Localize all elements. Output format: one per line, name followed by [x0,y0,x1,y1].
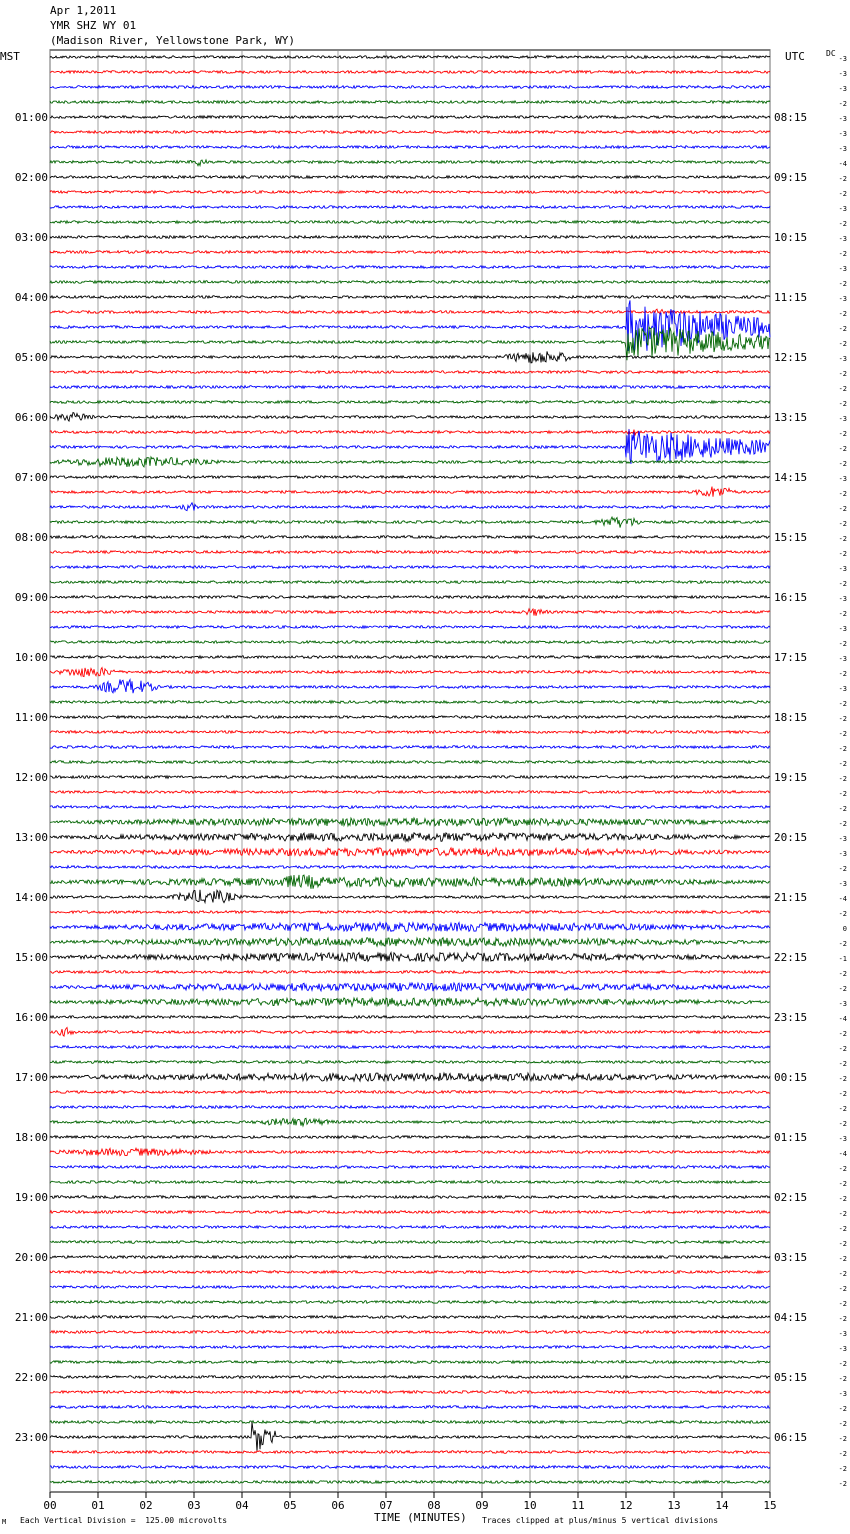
right-hour-label: 23:15 [774,1011,808,1024]
seismic-trace [50,1481,770,1484]
left-hour-label: 03:00 [14,231,48,244]
dc-offset-label: -2 [838,1105,847,1113]
dc-offset-label: -2 [838,1270,847,1278]
x-axis-title: TIME (MINUTES) [374,1511,467,1524]
x-tick-label: 14 [715,1499,729,1512]
plot-date: Apr 1,2011 [50,4,117,17]
dc-offset-label: -3 [838,355,847,363]
seismic-trace [50,536,770,539]
dc-offset-header: DC [826,49,836,58]
dc-offset-label: -2 [838,760,847,768]
dc-offset-label: -3 [838,295,847,303]
left-hour-label: 16:00 [14,1011,48,1024]
seismic-trace [50,457,770,467]
dc-offset-label: -2 [838,280,847,288]
seismic-trace [50,351,770,363]
x-tick-label: 08 [427,1499,441,1512]
dc-offset-label: -2 [838,1450,847,1458]
dc-offset-label: -2 [838,1030,847,1038]
seismic-trace [50,998,770,1006]
seismic-trace [50,668,770,677]
dc-offset-label: -2 [838,325,847,333]
dc-offset-label: -2 [838,250,847,258]
dc-offset-label: -2 [838,1075,847,1083]
dc-offset-label: -3 [838,415,847,423]
right-hour-label: 01:15 [774,1131,808,1144]
dc-offset-label: -2 [838,1255,847,1263]
seismic-trace [50,1422,770,1451]
seismic-trace [50,1406,770,1409]
left-hour-label: 07:00 [14,471,48,484]
seismic-trace [50,1016,770,1019]
seismic-trace [50,56,770,59]
seismic-trace [50,1271,770,1274]
dc-offset-label: -2 [838,520,847,528]
dc-offset-label: -4 [838,895,847,903]
dc-offset-label: -2 [838,430,847,438]
seismic-trace [50,1421,770,1424]
seismic-trace [50,221,770,224]
right-hour-label: 09:15 [774,171,808,184]
dc-offset-label: -2 [838,445,847,453]
seismic-trace [50,1226,770,1229]
right-hour-label: 03:15 [774,1251,808,1264]
dc-offset-label: -3 [838,1000,847,1008]
dc-offset-label: -3 [838,205,847,213]
seismic-trace [50,566,770,569]
dc-offset-label: 0 [842,925,847,933]
dc-offset-label: -2 [838,1210,847,1218]
seismic-trace [50,131,770,134]
x-tick-label: 00 [43,1499,57,1512]
right-hour-label: 19:15 [774,771,808,784]
seismic-trace [50,160,770,166]
right-hour-label: 11:15 [774,291,808,304]
dc-offset-label: -1 [838,955,847,963]
dc-offset-label: -3 [838,55,847,63]
dc-offset-label: -3 [838,145,847,153]
seismic-trace [50,503,770,511]
dc-offset-label: -2 [838,460,847,468]
seismic-trace [50,848,770,856]
seismic-trace [50,1046,770,1049]
seismic-trace [50,596,770,599]
seismic-trace [50,300,770,351]
dc-offset-label: -4 [838,160,847,168]
dc-offset-label: -2 [838,385,847,393]
seismic-trace [50,1028,770,1037]
left-hour-label: 17:00 [14,1071,48,1084]
dc-offset-label: -2 [838,1120,847,1128]
seismic-trace [50,476,770,479]
seismic-trace [50,1286,770,1289]
x-tick-label: 12 [619,1499,633,1512]
seismic-trace [50,890,770,903]
dc-offset-label: -3 [838,115,847,123]
dc-offset-label: -2 [838,1045,847,1053]
dc-offset-label: -2 [838,535,847,543]
seismic-trace [50,551,770,554]
right-hour-label: 18:15 [774,711,808,724]
dc-offset-label: -2 [838,1420,847,1428]
right-hour-label: 02:15 [774,1191,808,1204]
x-tick-label: 02 [139,1499,153,1512]
dc-offset-label: -2 [838,400,847,408]
dc-offset-label: -2 [838,1090,847,1098]
x-tick-label: 10 [523,1499,537,1512]
left-hour-label: 04:00 [14,291,48,304]
seismic-trace [50,116,770,119]
dc-offset-label: -3 [838,235,847,243]
seismic-trace [50,71,770,74]
seismic-trace [50,761,770,764]
right-hour-label: 10:15 [774,231,808,244]
dc-offset-label: -2 [838,985,847,993]
dc-offset-label: -2 [838,910,847,918]
right-hour-label: 22:15 [774,951,808,964]
seismic-trace [50,776,770,779]
left-hour-label: 18:00 [14,1131,48,1144]
dc-offset-label: -2 [838,940,847,948]
dc-offset-label: -2 [838,1165,847,1173]
dc-offset-label: -2 [838,1360,847,1368]
dc-offset-label: -2 [838,505,847,513]
right-hour-label: 13:15 [774,411,808,424]
dc-offset-label: -3 [838,1330,847,1338]
seismic-trace [50,86,770,89]
seismic-trace [50,1256,770,1259]
left-hour-label: 13:00 [14,831,48,844]
seismic-trace [50,1316,770,1319]
dc-offset-label: -2 [838,1225,847,1233]
x-tick-label: 06 [331,1499,345,1512]
x-tick-label: 07 [379,1499,393,1512]
seismic-trace [50,1061,770,1064]
dc-offset-label: -2 [838,1195,847,1203]
seismic-trace [50,386,770,389]
left-hour-label: 11:00 [14,711,48,724]
dc-offset-label: -2 [838,340,847,348]
dc-offset-label: -3 [838,265,847,273]
seismic-trace [50,101,770,104]
right-hour-label: 04:15 [774,1311,808,1324]
seismic-trace [50,251,770,254]
seismic-trace [50,1118,770,1126]
dc-offset-label: -3 [838,850,847,858]
left-hour-label: 19:00 [14,1191,48,1204]
seismic-trace [50,236,770,239]
left-hour-label: 23:00 [14,1431,48,1444]
dc-offset-label: -2 [838,745,847,753]
x-tick-label: 05 [283,1499,297,1512]
dc-offset-label: -2 [838,1405,847,1413]
station-code: YMR SHZ WY 01 [50,19,137,32]
x-tick-label: 13 [667,1499,681,1512]
left-hour-label: 08:00 [14,531,48,544]
seismic-trace [50,911,770,914]
seismic-trace [50,833,770,842]
left-hour-label: 20:00 [14,1251,48,1264]
dc-offset-label: -3 [838,565,847,573]
seismic-trace [50,1211,770,1214]
dc-offset-label: -4 [838,1150,847,1158]
right-hour-label: 21:15 [774,891,808,904]
dc-offset-label: -2 [838,775,847,783]
dc-offset-label: -2 [838,1285,847,1293]
dc-offset-label: -2 [838,670,847,678]
seismic-trace [50,296,770,299]
seismic-trace [50,731,770,734]
dc-offset-label: -2 [838,1240,847,1248]
seismic-trace [50,641,770,644]
seismic-trace [50,487,770,497]
dc-offset-label: -2 [838,370,847,378]
seismic-trace [50,983,770,991]
right-hour-label: 20:15 [774,831,808,844]
seismic-trace [50,401,770,404]
dc-offset-label: -3 [838,685,847,693]
dc-offset-label: -2 [838,100,847,108]
left-hour-label: 01:00 [14,111,48,124]
seismic-trace [50,1331,770,1334]
seismic-trace [50,281,770,284]
left-hour-label: 14:00 [14,891,48,904]
seismic-trace [50,1451,770,1454]
dc-offset-label: -2 [838,580,847,588]
seismic-trace [50,1181,770,1184]
left-hour-label: 06:00 [14,411,48,424]
seismic-trace [50,656,770,659]
dc-offset-label: -2 [838,1375,847,1383]
right-hour-label: 05:15 [774,1371,808,1384]
clip-note: Traces clipped at plus/minus 5 vertical divisions [482,1516,719,1525]
seismic-trace [50,746,770,749]
right-hour-label: 00:15 [774,1071,808,1084]
seismic-trace [50,626,770,629]
dc-offset-label: -3 [838,880,847,888]
left-hour-label: 05:00 [14,351,48,364]
seismic-trace [50,1466,770,1469]
x-tick-label: 09 [475,1499,489,1512]
dc-offset-label: -2 [838,820,847,828]
dc-offset-label: -2 [838,715,847,723]
seismic-trace [50,191,770,194]
seismic-trace [50,1376,770,1379]
left-hour-label: 15:00 [14,951,48,964]
right-hour-label: 16:15 [774,591,808,604]
dc-offset-label: -4 [838,1015,847,1023]
dc-offset-label: -3 [838,835,847,843]
seismic-trace [50,266,770,269]
seismic-trace [50,517,770,528]
seismic-trace [50,866,770,869]
dc-offset-label: -3 [838,85,847,93]
seismic-trace [50,429,770,464]
x-tick-label: 04 [235,1499,249,1512]
corner-mark: M [2,1518,7,1526]
seismic-trace [50,1091,770,1094]
seismic-trace [50,1361,770,1364]
dc-offset-label: -3 [838,595,847,603]
left-hour-label: 10:00 [14,651,48,664]
dc-offset-label: -2 [838,1435,847,1443]
seismic-trace [50,1136,770,1139]
seismic-trace [50,875,770,889]
scale-note: Each Vertical Division = 125.00 microvolts [20,1516,228,1525]
dc-offset-label: -3 [838,1345,847,1353]
left-hour-label: 09:00 [14,591,48,604]
seismic-trace [50,818,770,826]
x-tick-label: 01 [91,1499,105,1512]
dc-offset-label: -2 [838,1180,847,1188]
dc-offset-label: -3 [838,130,847,138]
seismic-trace [50,309,770,314]
seismic-trace [50,146,770,149]
seismic-trace [50,1346,770,1349]
seismic-trace [50,953,770,962]
seismic-trace [50,971,770,974]
dc-offset-label: -2 [838,490,847,498]
dc-offset-label: -3 [838,1135,847,1143]
dc-offset-label: -2 [838,610,847,618]
dc-offset-label: -2 [838,190,847,198]
left-hour-label: 22:00 [14,1371,48,1384]
dc-offset-label: -2 [838,310,847,318]
station-location: (Madison River, Yellowstone Park, WY) [50,34,296,47]
seismic-trace [50,806,770,809]
seismic-trace [50,1073,770,1081]
seismic-trace [50,1391,770,1394]
dc-offset-label: -2 [838,1465,847,1473]
dc-offset-label: -2 [838,550,847,558]
dc-offset-label: -3 [838,655,847,663]
right-timezone-label: UTC [785,50,805,63]
x-tick-label: 11 [571,1499,585,1512]
seismic-trace [50,1301,770,1304]
dc-offset-label: -2 [838,805,847,813]
dc-offset-label: -3 [838,1390,847,1398]
left-hour-label: 21:00 [14,1311,48,1324]
dc-offset-label: -2 [838,1315,847,1323]
x-tick-label: 15 [763,1499,777,1512]
seismic-trace [50,701,770,704]
right-hour-label: 12:15 [774,351,808,364]
seismic-trace [50,716,770,719]
seismic-trace [50,1106,770,1109]
seismic-trace [50,1196,770,1199]
left-timezone-label: MST [0,50,20,63]
left-hour-label: 12:00 [14,771,48,784]
dc-offset-label: -3 [838,70,847,78]
right-hour-label: 08:15 [774,111,808,124]
seismic-trace [50,430,770,436]
right-hour-label: 14:15 [774,471,808,484]
right-hour-label: 15:15 [774,531,808,544]
right-hour-label: 06:15 [774,1431,808,1444]
seismic-trace [50,609,770,616]
dc-offset-label: -2 [838,220,847,228]
seismic-trace [50,206,770,209]
seismic-trace [50,791,770,794]
seismic-trace [50,938,770,947]
seismic-trace [50,581,770,584]
dc-offset-label: -2 [838,1480,847,1488]
dc-offset-label: -2 [838,640,847,648]
seismic-trace [50,371,770,374]
right-hour-label: 17:15 [774,651,808,664]
dc-offset-label: -3 [838,475,847,483]
dc-offset-label: -2 [838,1300,847,1308]
dc-offset-label: -2 [838,970,847,978]
seismic-trace [50,1148,770,1155]
dc-offset-label: -2 [838,175,847,183]
x-tick-label: 03 [187,1499,201,1512]
seismic-trace [50,1241,770,1244]
left-hour-label: 02:00 [14,171,48,184]
dc-offset-label: -3 [838,625,847,633]
seismic-trace [50,176,770,179]
seismic-trace [50,413,770,422]
dc-offset-label: -2 [838,730,847,738]
dc-offset-label: -2 [838,790,847,798]
seismic-trace [50,680,770,694]
dc-offset-label: -2 [838,865,847,873]
seismic-trace [50,1166,770,1169]
dc-offset-label: -2 [838,1060,847,1068]
seismic-trace [50,922,770,931]
dc-offset-label: -2 [838,700,847,708]
